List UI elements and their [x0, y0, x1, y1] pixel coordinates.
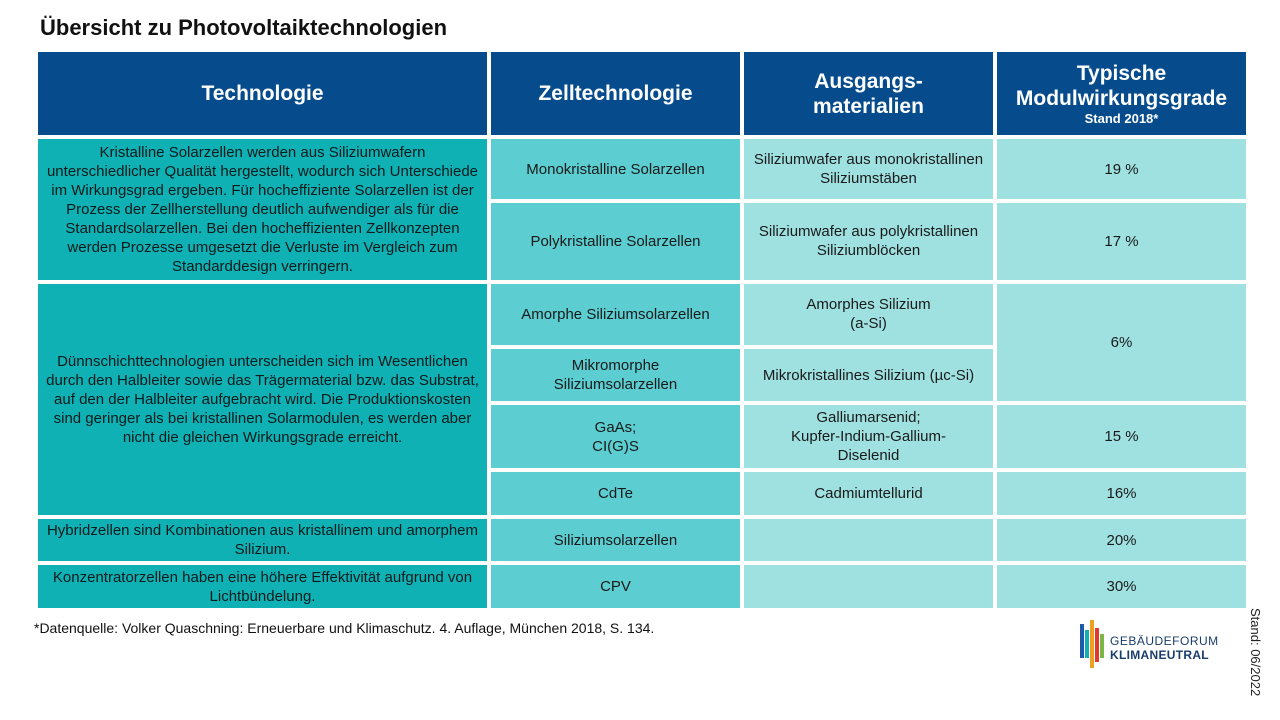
material-poly: Siliziumwafer aus polykristallinen Siliziumblöcken	[744, 203, 993, 280]
header-wirkungsgrade	[997, 52, 1246, 135]
cell-amorph: Amorphe Siliziumsolarzellen	[491, 284, 740, 345]
material-hybrid	[744, 519, 993, 562]
table-row-hybrid	[38, 519, 1246, 562]
description-konzentrator: Konzentratorzellen haben eine höhere Effektivität aufgrund von Lichtbündelung.	[38, 565, 487, 608]
table-row-mono	[38, 139, 1246, 199]
efficiency-amorph-mikromorph: 6%	[997, 284, 1246, 402]
header-ausgangsmaterialien	[744, 52, 993, 135]
table-row-cpv	[38, 565, 1246, 608]
efficiency-cdte: 16%	[997, 472, 1246, 515]
cell-mikromorph: Mikromorphe Siliziumsolarzellen	[491, 349, 740, 402]
header-wirkungsgrade-sub: Stand 2018*	[1084, 111, 1159, 127]
material-amorph: Amorphes Silizium (a-Si)	[744, 284, 993, 345]
cell-poly: Polykristalline Solarzellen	[491, 203, 740, 280]
material-gaas: Galliumarsenid; Kupfer-Indium-Gallium- Diselenid	[744, 405, 993, 468]
cell-mono: Monokristalline Solarzellen	[491, 139, 740, 199]
footnote-source: *Datenquelle: Volker Quaschning: Erneuerbare und Klimaschutz. 4. Auflage, München 2018, S. 134.	[34, 620, 655, 636]
header-technologie: Technologie	[38, 52, 487, 135]
description-hybrid: Hybridzellen sind Kombinationen aus kristallinem und amorphem Silizium.	[38, 519, 487, 562]
description-kristallin: Kristalline Solarzellen werden aus Siliziumwafern unterschiedlicher Qualität hergestellt, wodurch sich Unterschiede im Wirkungsgrad ergeben. Für hocheffiziente Solarzellen ist der Prozess der Zellherstellung deutlich aufwendiger als für die Standardsolarzellen. Bei den hocheffizienten Zellkonzepten werden Prozesse umgesetzt die Verluste im Vergleich zum Standarddesign verringern.	[38, 139, 487, 280]
logo-text-line2: KLIMANEUTRAL	[1110, 648, 1209, 662]
material-mono: Siliziumwafer aus monokristallinen Siliziumstäben	[744, 139, 993, 199]
header-ausgangsmaterialien-label: Ausgangs- materialien	[813, 69, 924, 118]
logo-bars-icon	[1080, 618, 1106, 670]
cell-gaas: GaAs; CI(G)S	[491, 405, 740, 468]
page-title: Übersicht zu Photovoltaiktechnologien	[40, 15, 448, 40]
logo-text-line1: GEBÄUDEFORUM	[1110, 634, 1219, 648]
header-wirkungsgrade-label: Typische Modulwirkungsgrade	[1015, 62, 1228, 111]
efficiency-mono: 19 %	[997, 139, 1246, 199]
header-zelltechnologie: Zelltechnologie	[491, 52, 740, 135]
logo	[1080, 618, 1220, 670]
pv-technology-table	[34, 48, 1250, 612]
material-cdte: Cadmiumtellurid	[744, 472, 993, 515]
cell-cpv: CPV	[491, 565, 740, 608]
material-mikromorph: Mikrokristallines Silizium (µc-Si)	[744, 349, 993, 402]
table-row-amorph	[38, 284, 1246, 345]
material-cpv	[744, 565, 993, 608]
table-header-row	[38, 52, 1246, 135]
description-duennschicht: Dünnschichttechnologien unterscheiden sich im Wesentlichen durch den Halbleiter sowie das Trägermaterial bzw. das Substrat, auf den der Halbleiter aufgebracht wird. Die Produktionskosten sind geringer als bei kristallinen Solarmodulen, es werden aber nicht die gleichen Wirkungsgrade erreicht.	[38, 284, 487, 515]
cell-hybrid: Siliziumsolarzellen	[491, 519, 740, 562]
efficiency-poly: 17 %	[997, 203, 1246, 280]
efficiency-hybrid: 20%	[997, 519, 1246, 562]
efficiency-cpv: 30%	[997, 565, 1246, 608]
cell-cdte: CdTe	[491, 472, 740, 515]
efficiency-gaas: 15 %	[997, 405, 1246, 468]
stand-date: Stand: 06/2022	[1248, 608, 1263, 697]
